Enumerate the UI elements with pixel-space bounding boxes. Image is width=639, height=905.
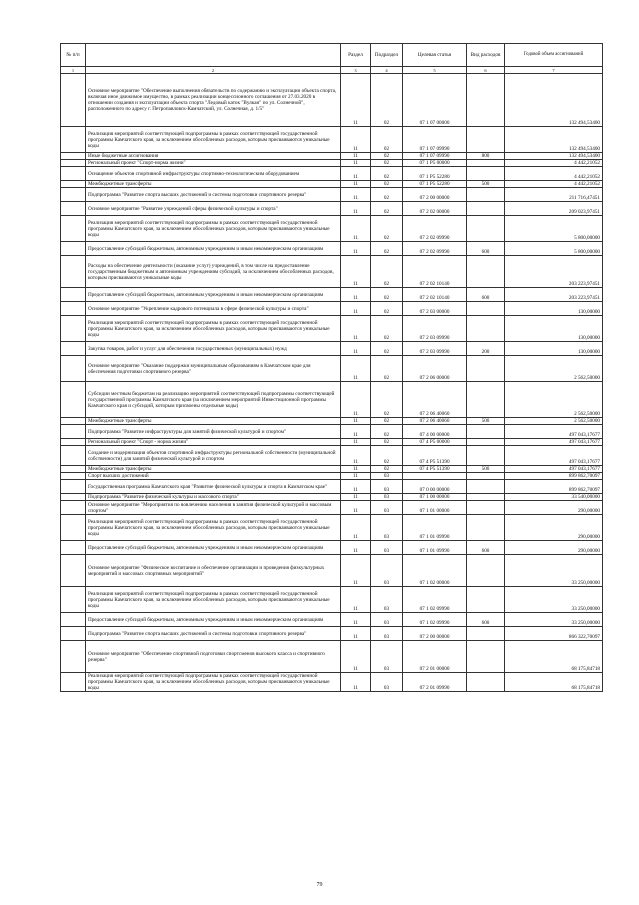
cell-sec: 11: [341, 473, 371, 480]
cell-sub: 03: [371, 473, 403, 480]
cell-target: 07 1 00 00000: [403, 494, 467, 501]
cell-sub: 03: [371, 641, 403, 673]
cell-desc: Основное мероприятие "Мероприятия по вовлечению населения в занятия физической культурой и массовым спортом": [86, 501, 341, 515]
cell-sub: 02: [371, 160, 403, 167]
cell-desc: Региональный проект "Спорт-норма жизни": [86, 160, 341, 167]
cell-amount: 130,00000: [505, 342, 603, 356]
cell-kind: 200: [467, 342, 505, 356]
table-row: [61, 342, 603, 356]
cell-sec: 11: [341, 153, 371, 160]
cell-num: [61, 181, 86, 188]
cell-num: [61, 242, 86, 256]
table-row: [61, 480, 603, 494]
cell-desc: Основное мероприятие "Оказание поддержки муниципальным образованиям в Камчатском крае для обеспечения подготовки спортивного резерва": [86, 356, 341, 382]
cell-kind: [467, 501, 505, 515]
cell-amount: 2 562,50000: [505, 418, 603, 425]
cell-num: [61, 501, 86, 515]
cell-sub: 02: [371, 356, 403, 382]
cell-num: [61, 439, 86, 446]
cell-desc: Предоставление субсидий бюджетным, автономным учреждениям и иным некоммерческим организациям: [86, 288, 341, 302]
cell-desc: Основное мероприятие "Физическое воспитание и обеспечение организации и проведения физкультурных мероприятий и массовых спортивных мероприятий": [86, 555, 341, 587]
cell-amount: 899 862,70097: [505, 473, 603, 480]
cell-sub: 02: [371, 153, 403, 160]
cell-num: [61, 342, 86, 356]
cell-sec: 11: [341, 342, 371, 356]
cell-amount: 203 223,97451: [505, 288, 603, 302]
cell-desc: Реализация мероприятий соответствующей подпрограммы в рамках соответствующей государственной программы Камчатского края, за исключением обособленных расходов, которым присваиваются уникальные коды: [86, 216, 341, 242]
cell-sec: 11: [341, 501, 371, 515]
table-row: [61, 425, 603, 439]
cell-num: [61, 356, 86, 382]
cell-desc: Подпрограмма "Развитие спорта высших достижений и системы подготовки спортивного резерва": [86, 627, 341, 641]
cell-sec: 11: [341, 288, 371, 302]
cell-sub: 02: [371, 181, 403, 188]
cell-amount: 203 223,97451: [505, 256, 603, 288]
cell-amount: 33 540,00000: [505, 494, 603, 501]
cell-sub: 02: [371, 288, 403, 302]
cell-amount: 68 175,84718: [505, 641, 603, 673]
cell-desc: Оснащение объектов спортивной инфраструктуры спортивно-технологическим оборудованием: [86, 167, 341, 181]
cell-sec: 11: [341, 242, 371, 256]
cell-sub: 03: [371, 480, 403, 494]
table-row: [61, 382, 603, 418]
cell-sub: 03: [371, 494, 403, 501]
cell-target: [403, 473, 467, 480]
cell-desc: Межбюджетные трансферты: [86, 418, 341, 425]
cell-kind: [467, 480, 505, 494]
cell-kind: [467, 356, 505, 382]
cell-num: [61, 541, 86, 555]
cell-sub: 03: [371, 627, 403, 641]
cell-sub: 03: [371, 613, 403, 627]
cell-desc: Предоставление субсидий бюджетным, автономным учреждениям и иным некоммерческим организациям: [86, 541, 341, 555]
cell-num: [61, 587, 86, 613]
cell-desc: Закупка товаров, работ и услуг для обеспечения государственных (муниципальных) нужд: [86, 342, 341, 356]
table-row: [61, 288, 603, 302]
cell-amount: 132 494,53400: [505, 127, 603, 153]
cell-amount: 132 494,53400: [505, 153, 603, 160]
cell-sub: 02: [371, 439, 403, 446]
cell-target: 07 2 06 40060: [403, 418, 467, 425]
cell-sec: 11: [341, 641, 371, 673]
cell-kind: 500: [467, 466, 505, 473]
cell-sub: 03: [371, 555, 403, 587]
table-row: [61, 356, 603, 382]
cell-desc: Расходы на обеспечение деятельности (оказание услуг) учреждений, в том числе на предоставление государственным бюджетным и автономным учреждениям субсидий, за исключением обособленных расходов, которым присваиваются уникальные коды: [86, 256, 341, 288]
cell-sub: 02: [371, 382, 403, 418]
cell-num: [61, 256, 86, 288]
cell-target: 07 0 00 00000: [403, 480, 467, 494]
cell-num: [61, 446, 86, 466]
cell-amount: 290,00000: [505, 515, 603, 541]
cell-num: [61, 473, 86, 480]
cell-amount: 33 250,00000: [505, 587, 603, 613]
col-header-section: Раздел: [341, 44, 371, 67]
cell-amount: 211 716,47451: [505, 188, 603, 202]
cell-sec: 11: [341, 256, 371, 288]
cell-num: [61, 641, 86, 673]
col-number: 5: [403, 67, 467, 74]
cell-amount: 497 043,17677: [505, 439, 603, 446]
cell-sec: 11: [341, 167, 371, 181]
cell-sec: 11: [341, 181, 371, 188]
cell-desc: Иные бюджетные ассигнования: [86, 153, 341, 160]
cell-sub: 02: [371, 188, 403, 202]
col-number: 2: [86, 67, 341, 74]
cell-kind: [467, 425, 505, 439]
cell-amount: 5 800,00000: [505, 216, 603, 242]
cell-num: [61, 425, 86, 439]
cell-target: 07 2 03 09990: [403, 342, 467, 356]
cell-sec: 11: [341, 202, 371, 216]
cell-kind: [467, 555, 505, 587]
cell-kind: 500: [467, 181, 505, 188]
cell-sub: 02: [371, 466, 403, 473]
table-row: [61, 494, 603, 501]
cell-target: 07 1 02 09990: [403, 613, 467, 627]
page-number: 79: [316, 882, 323, 888]
cell-num: [61, 494, 86, 501]
cell-sec: 11: [341, 627, 371, 641]
col-number: 4: [371, 67, 403, 74]
table-body: [61, 74, 603, 692]
cell-sec: 11: [341, 418, 371, 425]
cell-amount: 899 862,70097: [505, 480, 603, 494]
cell-sub: 02: [371, 425, 403, 439]
table-row: [61, 418, 603, 425]
col-number: 7: [505, 67, 603, 74]
cell-sub: 03: [371, 673, 403, 692]
cell-sub: 02: [371, 302, 403, 316]
cell-target: 07 1 02 09990: [403, 587, 467, 613]
cell-desc: Основное мероприятие "Обеспечение выполнения обязательств по содержанию и эксплуатации объекта спорта, включая иное движимое имущество, в рамках реализации концессионного соглашения от 27.03.2020 в отношении создания и эксплуатации объекта спорта "Ледовый каток "Вулкан" по ул. Солнечной", расположенного по адресу г. Петропавловск-Камчатский, ул. Солнечная, д. 1/5": [86, 74, 341, 127]
cell-sub: 03: [371, 501, 403, 515]
cell-num: [61, 316, 86, 342]
cell-kind: [467, 627, 505, 641]
cell-sub: 02: [371, 216, 403, 242]
cell-sec: 11: [341, 587, 371, 613]
cell-sub: 03: [371, 541, 403, 555]
cell-num: [61, 153, 86, 160]
cell-desc: Региональный проект "Спорт - норма жизни": [86, 439, 341, 446]
col-header-target: Целевая статья: [403, 44, 467, 67]
cell-amount: 290,00000: [505, 541, 603, 555]
cell-target: 07 2 01 00000: [403, 641, 467, 673]
cell-sub: 02: [371, 242, 403, 256]
cell-sec: 11: [341, 439, 371, 446]
table-row: [61, 153, 603, 160]
cell-amount: 209 023,97451: [505, 202, 603, 216]
cell-kind: 600: [467, 541, 505, 555]
cell-target: 07 2 01 09990: [403, 673, 467, 692]
cell-desc: Межбюджетные трансферты: [86, 466, 341, 473]
col-number: 6: [467, 67, 505, 74]
cell-sec: 11: [341, 555, 371, 587]
cell-num: [61, 555, 86, 587]
cell-target: 07 2 03 09990: [403, 316, 467, 342]
cell-kind: 600: [467, 613, 505, 627]
cell-target: 07 4 P5 51390: [403, 446, 467, 466]
table-row: [61, 466, 603, 473]
budget-table: [60, 43, 603, 692]
table-row: [61, 74, 603, 127]
cell-amount: 33 250,00000: [505, 555, 603, 587]
cell-desc: Реализация мероприятий соответствующей подпрограммы в рамках соответствующей государственной программы Камчатского края, за исключением обособленных расходов, которым присваиваются уникальные коды: [86, 673, 341, 692]
col-header-subsection: Подраздел: [371, 44, 403, 67]
cell-amount: 497 043,17677: [505, 425, 603, 439]
cell-sec: 11: [341, 382, 371, 418]
table-row: [61, 587, 603, 613]
cell-amount: 68 175,84718: [505, 673, 603, 692]
cell-target: 07 1 01 09990: [403, 541, 467, 555]
table-row: [61, 641, 603, 673]
cell-target: 07 1 P5 52280: [403, 181, 467, 188]
cell-sec: 11: [341, 74, 371, 127]
cell-target: 07 4 00 00000: [403, 425, 467, 439]
cell-sub: 02: [371, 127, 403, 153]
cell-target: 07 4 P5 51390: [403, 466, 467, 473]
cell-kind: [467, 382, 505, 418]
cell-desc: Субсидии местным бюджетам на реализацию мероприятий соответствующей подпрограммы соответствующей государственной программы Камчатского края (за исключением мероприятий Инвестиционной программы Камчатского края и субсидий, которым присвоены отдельные коды): [86, 382, 341, 418]
cell-kind: [467, 515, 505, 541]
cell-sec: 11: [341, 188, 371, 202]
cell-amount: 4 442,21052: [505, 160, 603, 167]
cell-target: 07 2 00 00000: [403, 627, 467, 641]
cell-sub: 02: [371, 167, 403, 181]
cell-desc: Реализация мероприятий соответствующей подпрограммы в рамках соответствующей государственной программы Камчатского края, за исключением обособленных расходов, которым присваиваются уникальные коды: [86, 515, 341, 541]
table-row: [61, 302, 603, 316]
cell-num: [61, 613, 86, 627]
cell-amount: 2 562,50000: [505, 356, 603, 382]
cell-amount: 497 043,17677: [505, 466, 603, 473]
cell-sec: 11: [341, 466, 371, 473]
table-row: [61, 501, 603, 515]
cell-target: 07 2 00 00000: [403, 188, 467, 202]
cell-sub: 03: [371, 587, 403, 613]
col-header-description: [86, 44, 341, 67]
cell-num: [61, 627, 86, 641]
cell-target: 07 2 06 40060: [403, 382, 467, 418]
cell-sec: 11: [341, 316, 371, 342]
cell-sub: 02: [371, 342, 403, 356]
cell-num: [61, 160, 86, 167]
cell-num: [61, 216, 86, 242]
cell-kind: [467, 641, 505, 673]
cell-desc: Реализация мероприятий соответствующей подпрограммы в рамках соответствующей государственной программы Камчатского края, за исключением обособленных расходов, которым присваиваются уникальные коды: [86, 587, 341, 613]
cell-amount: 33 250,00000: [505, 613, 603, 627]
cell-sec: 11: [341, 541, 371, 555]
cell-sec: 11: [341, 494, 371, 501]
cell-num: [61, 466, 86, 473]
cell-kind: 600: [467, 288, 505, 302]
cell-kind: 500: [467, 418, 505, 425]
cell-amount: 866 322,70097: [505, 627, 603, 641]
cell-kind: [467, 302, 505, 316]
table-row: [61, 439, 603, 446]
cell-amount: 4 442,21052: [505, 181, 603, 188]
cell-kind: [467, 439, 505, 446]
table-row: [61, 242, 603, 256]
cell-amount: 497 043,17677: [505, 446, 603, 466]
cell-num: [61, 480, 86, 494]
cell-kind: [467, 473, 505, 480]
cell-sub: 03: [371, 515, 403, 541]
cell-sub: 02: [371, 74, 403, 127]
cell-desc: Основное мероприятие "Обеспечение спортивной подготовки спортсменов высокого класса и спортивного резерва": [86, 641, 341, 673]
cell-kind: 800: [467, 153, 505, 160]
cell-kind: [467, 316, 505, 342]
cell-desc: Подпрограмма "Развитие спорта высших достижений и системы подготовки спортивного резерва": [86, 188, 341, 202]
cell-kind: [467, 74, 505, 127]
cell-target: 07 1 01 09990: [403, 515, 467, 541]
cell-num: [61, 515, 86, 541]
cell-desc: Подпрограмма "Развитие инфраструктуры для занятий физической культурой и спортом": [86, 425, 341, 439]
table-row: [61, 202, 603, 216]
cell-desc: Создание и модернизация объектов спортивной инфраструктуры региональной собственности (муниципальной собственности) для занятий физической культурой и спортом: [86, 446, 341, 466]
cell-sec: 11: [341, 425, 371, 439]
cell-num: [61, 127, 86, 153]
col-number: 1: [61, 67, 86, 74]
cell-sec: 11: [341, 216, 371, 242]
cell-target: 07 2 03 00000: [403, 302, 467, 316]
cell-sub: 02: [371, 418, 403, 425]
table-row: [61, 541, 603, 555]
cell-desc: Подпрограмма "Развитие физической культуры и массового спорта": [86, 494, 341, 501]
cell-sec: 11: [341, 613, 371, 627]
header-row: [61, 44, 603, 67]
cell-kind: [467, 202, 505, 216]
cell-target: 07 2 02 10140: [403, 256, 467, 288]
table-row: [61, 188, 603, 202]
cell-kind: [467, 673, 505, 692]
cell-target: 07 1 01 00000: [403, 501, 467, 515]
cell-desc: Реализация мероприятий соответствующей подпрограммы в рамках соответствующей государственной программы Камчатского края, за исключением обособленных расходов, которым присваиваются уникальные коды: [86, 127, 341, 153]
table-row: [61, 515, 603, 541]
cell-target: 07 1 07 00000: [403, 74, 467, 127]
cell-sub: 02: [371, 202, 403, 216]
col-header-volume: Годовой объем ассигнований: [505, 44, 603, 67]
cell-target: 07 2 02 09990: [403, 216, 467, 242]
cell-sec: 11: [341, 302, 371, 316]
cell-sec: 11: [341, 673, 371, 692]
cell-amount: 290,00000: [505, 501, 603, 515]
cell-num: [61, 188, 86, 202]
cell-sec: 11: [341, 446, 371, 466]
cell-num: [61, 418, 86, 425]
cell-desc: Государственная программа Камчатского края "Развитие физической культуры и спорта в Камчатском крае": [86, 480, 341, 494]
cell-target: 07 4 P5 00000: [403, 439, 467, 446]
cell-sub: 02: [371, 316, 403, 342]
cell-sec: 11: [341, 356, 371, 382]
cell-desc: Межбюджетные трансферты: [86, 181, 341, 188]
cell-sec: 11: [341, 160, 371, 167]
table-row: [61, 627, 603, 641]
cell-num: [61, 167, 86, 181]
cell-sec: 11: [341, 480, 371, 494]
cell-target: 07 1 07 09990: [403, 127, 467, 153]
table-row: [61, 160, 603, 167]
cell-amount: 130,00000: [505, 302, 603, 316]
cell-num: [61, 382, 86, 418]
cell-kind: [467, 494, 505, 501]
cell-target: 07 1 07 09990: [403, 153, 467, 160]
col-header-num: № п/п: [61, 44, 86, 67]
cell-kind: [467, 127, 505, 153]
cell-amount: 5 800,00000: [505, 242, 603, 256]
cell-num: [61, 302, 86, 316]
cell-kind: [467, 216, 505, 242]
cell-kind: [467, 446, 505, 466]
table-row: [61, 256, 603, 288]
table-row: [61, 613, 603, 627]
cell-amount: 130,00000: [505, 316, 603, 342]
column-numbers-row: [61, 67, 603, 74]
table-row: [61, 216, 603, 242]
table-row: [61, 555, 603, 587]
cell-desc: Предоставление субсидий бюджетным, автономным учреждениям и иным некоммерческим организациям: [86, 613, 341, 627]
cell-amount: 4 442,21052: [505, 167, 603, 181]
cell-target: 07 2 06 00000: [403, 356, 467, 382]
cell-kind: [467, 188, 505, 202]
cell-target: 07 1 02 00000: [403, 555, 467, 587]
cell-num: [61, 288, 86, 302]
cell-kind: [467, 256, 505, 288]
cell-desc: Основное мероприятие "Развитие учреждений сферы физической культуры и спорта": [86, 202, 341, 216]
cell-kind: [467, 160, 505, 167]
cell-target: 07 1 P5 52280: [403, 167, 467, 181]
table-row: [61, 181, 603, 188]
table-row: [61, 316, 603, 342]
cell-target: 07 2 02 09990: [403, 242, 467, 256]
cell-num: [61, 74, 86, 127]
table-row: [61, 473, 603, 480]
cell-num: [61, 673, 86, 692]
col-number: 3: [341, 67, 371, 74]
cell-sec: 11: [341, 515, 371, 541]
cell-desc: Основное мероприятие "Укрепление кадрового потенциала в сфере физической культуры и спорта": [86, 302, 341, 316]
cell-desc: Предоставление субсидий бюджетным, автономным учреждениям и иным некоммерческим организациям: [86, 242, 341, 256]
table-row: [61, 446, 603, 466]
cell-target: 07 2 02 00000: [403, 202, 467, 216]
cell-sub: 02: [371, 256, 403, 288]
table-row: [61, 127, 603, 153]
cell-kind: [467, 587, 505, 613]
cell-kind: 600: [467, 242, 505, 256]
cell-kind: [467, 167, 505, 181]
table-row: [61, 673, 603, 692]
cell-target: 07 1 P5 00000: [403, 160, 467, 167]
cell-sub: 02: [371, 446, 403, 466]
cell-sec: 11: [341, 127, 371, 153]
cell-target: 07 2 02 10140: [403, 288, 467, 302]
cell-num: [61, 202, 86, 216]
table-row: [61, 167, 603, 181]
col-header-expense-type: Вид расходов: [467, 44, 505, 67]
cell-desc: Спорт высших достижений: [86, 473, 341, 480]
cell-amount: 132 494,53400: [505, 74, 603, 127]
cell-amount: 2 562,50000: [505, 382, 603, 418]
cell-desc: Реализация мероприятий соответствующей подпрограммы в рамках соответствующей государственной программы Камчатского края, за исключением обособленных расходов, которым присваиваются уникальные коды: [86, 316, 341, 342]
